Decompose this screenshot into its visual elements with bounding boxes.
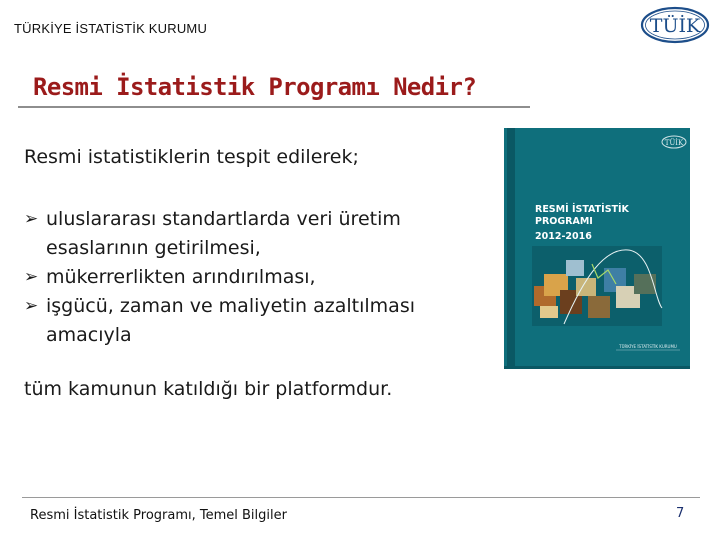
organization-name: TÜRKİYE İSTATİSTİK KURUMU <box>14 21 208 36</box>
arrow-bullet-icon: ➢ <box>24 267 39 287</box>
logo-text: TÜİK <box>649 15 701 37</box>
cover-photo-collage <box>532 246 662 326</box>
arrow-bullet-icon: ➢ <box>24 296 39 316</box>
title-divider <box>18 106 530 108</box>
footer-divider <box>22 497 700 498</box>
closing-text: tüm kamunun katıldığı bir platformdur. <box>24 378 393 400</box>
tuik-logo <box>640 6 710 44</box>
cover-years: 2012-2016 <box>535 231 592 242</box>
cover-title-line2: PROGRAMI <box>535 216 593 227</box>
cover-logo-text: TÜİK <box>664 139 684 147</box>
bullet-line: işgücü, zaman ve maliyetin azaltılması <box>46 295 415 317</box>
list-item <box>24 205 415 263</box>
cover-title-line1: RESMİ İSTATİSTİK <box>535 204 629 215</box>
page-title: Resmi İstatistik Programı Nedir? <box>33 73 477 101</box>
cover-publisher: TÜRKİYE İSTATİSTİK KURUMU <box>619 344 677 349</box>
bullet-line: mükerrerlikten arındırılması, <box>46 266 316 288</box>
bullet-line: amacıyla <box>46 324 132 346</box>
bullet-line: uluslararası standartlarda veri üretim <box>46 208 401 230</box>
bullet-list <box>24 205 415 350</box>
page-number: 7 <box>676 506 685 521</box>
intro-text: Resmi istatistiklerin tespit edilerek; <box>24 146 359 168</box>
bullet-line: esaslarının getirilmesi, <box>46 237 261 259</box>
book-cover-image <box>504 128 690 369</box>
arrow-bullet-icon: ➢ <box>24 209 39 229</box>
list-item <box>24 263 415 292</box>
footer-text: Resmi İstatistik Programı, Temel Bilgiler <box>30 508 287 523</box>
list-item <box>24 292 415 350</box>
